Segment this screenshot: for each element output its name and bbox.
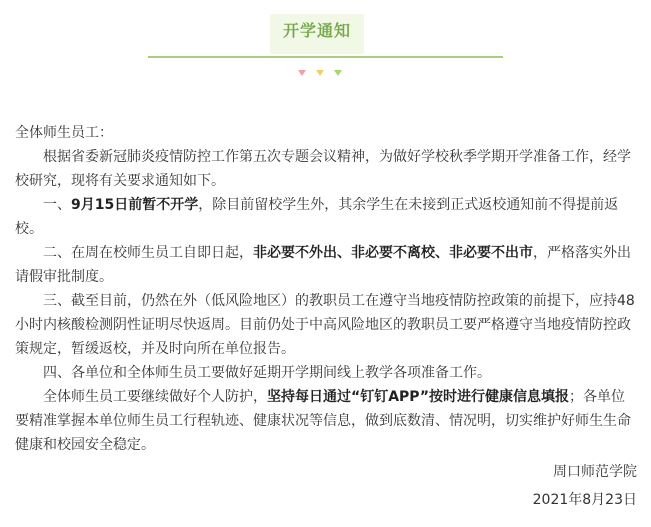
item-1-bold: 9月15日前暂不开学 bbox=[71, 197, 199, 213]
item-1-prefix: 一、 bbox=[43, 197, 71, 213]
signature-org: 周口师范学院 bbox=[553, 464, 637, 480]
item-3: 三、截至目前，仍然在外（低风险地区）的教职员工在遵守当地疫情防控政策的前提下，应持48小时内核酸检测阴性证明尽快返周。目前仍处于中高风险地区的教职员工要严格遵守当地疫情防控政策规定，暂缓返校，并及时向所在单位报告。 bbox=[15, 293, 635, 357]
yellow-triangle-icon bbox=[316, 70, 324, 76]
item-2-rest: ，严格落实外出请假审批制度。 bbox=[15, 245, 631, 285]
header bbox=[0, 0, 651, 90]
closing-prefix: 全体师生员工要继续做好个人防护， bbox=[43, 389, 267, 405]
closing-paragraph bbox=[15, 385, 637, 457]
green-triangle-icon bbox=[334, 70, 342, 76]
signature-date: 2021年8月23日 bbox=[532, 492, 637, 508]
closing-rest: ；各单位要精准掌握本单位师生员工行程轨迹、健康状况等信息，做到底数清、情况明，切实维护好师生生命健康和校园安全稳定。 bbox=[15, 389, 631, 453]
item-2-prefix: 二、在周在校师生员工自即日起， bbox=[43, 245, 253, 261]
signature-block bbox=[533, 458, 637, 514]
item-4: 四、各单位和全体师生员工要做好延期开学期间线上教学各项准备工作。 bbox=[43, 365, 491, 381]
decorative-dots bbox=[290, 66, 350, 80]
intro-paragraph: 根据省委新冠肺炎疫情防控工作第五次专题会议精神，为做好学校秋季学期开学准备工作，经学校研究，现将有关要求通知如下。 bbox=[15, 149, 631, 189]
item-2 bbox=[15, 241, 637, 289]
item-1-rest: ，除目前留校学生外，其余学生在未接到正式返校通知前不得提前返校。 bbox=[15, 197, 619, 237]
notice-body bbox=[15, 121, 637, 457]
closing-bold: 坚持每日通过“钉钉APP”按时进行健康信息填报 bbox=[267, 389, 570, 405]
title-divider bbox=[148, 56, 503, 58]
item-1 bbox=[15, 193, 637, 241]
item-2-bold: 非必要不外出、非必要不离校、非必要不出市 bbox=[253, 245, 533, 261]
salutation: 全体师生员工： bbox=[15, 125, 113, 141]
page-title: 开学通知 bbox=[282, 21, 351, 40]
pink-triangle-icon bbox=[298, 70, 306, 76]
